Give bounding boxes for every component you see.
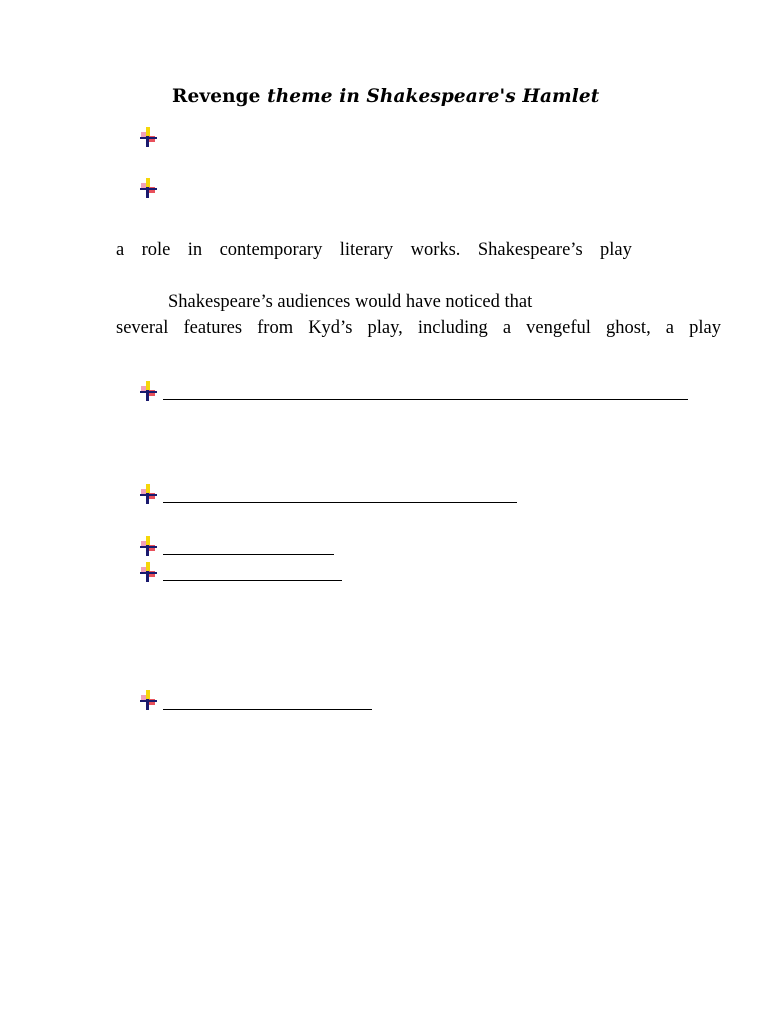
cross-bullet-icon bbox=[139, 127, 159, 147]
word: a bbox=[502, 318, 512, 338]
word: play, bbox=[367, 318, 403, 338]
word: including bbox=[417, 318, 488, 338]
word: a bbox=[116, 240, 125, 260]
cross-bullet-icon bbox=[139, 690, 159, 710]
cross-bullet-icon bbox=[139, 536, 159, 556]
blank-line bbox=[163, 580, 342, 581]
word: a bbox=[665, 318, 675, 338]
word: play bbox=[600, 240, 632, 260]
body-line-2: Shakespeare’s audiences would have noticed that bbox=[168, 292, 533, 312]
word: literary bbox=[339, 240, 394, 260]
word: ghost, bbox=[605, 318, 651, 338]
word: features bbox=[183, 318, 243, 338]
body-line-3 bbox=[116, 318, 721, 339]
cross-bullet-icon bbox=[139, 178, 159, 198]
word: works. bbox=[410, 240, 461, 260]
word: in bbox=[187, 240, 203, 260]
word: several bbox=[116, 318, 169, 338]
blank-line bbox=[163, 554, 334, 555]
blank-line bbox=[163, 399, 688, 400]
word: role bbox=[141, 240, 171, 260]
word: play bbox=[689, 318, 721, 338]
title-plain: Revenge bbox=[172, 86, 268, 107]
word: vengeful bbox=[526, 318, 591, 338]
blank-line bbox=[163, 709, 372, 710]
cross-bullet-icon bbox=[139, 484, 159, 504]
word: Kyd’s bbox=[308, 318, 353, 338]
word: from bbox=[257, 318, 294, 338]
word: Shakespeare’s bbox=[477, 240, 583, 260]
blank-line bbox=[163, 502, 517, 503]
page-title bbox=[172, 86, 599, 107]
body-line-1 bbox=[116, 240, 632, 261]
cross-bullet-icon bbox=[139, 562, 159, 582]
title-italic: theme in Shakespeare's Hamlet bbox=[267, 86, 600, 107]
cross-bullet-icon bbox=[139, 381, 159, 401]
word: contemporary bbox=[219, 240, 323, 260]
